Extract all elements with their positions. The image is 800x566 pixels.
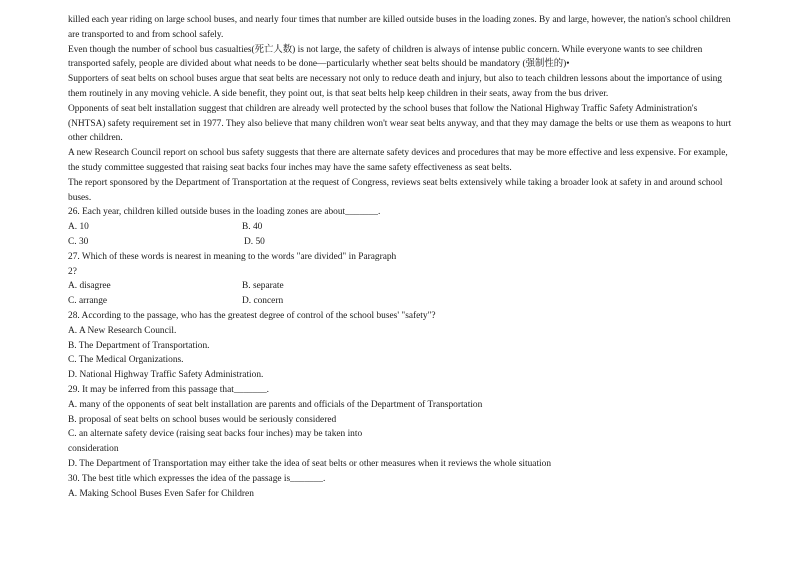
question-26-option-a: A. 10 [68,222,89,233]
question-27-option-d: D. concern [242,296,284,307]
question-29-option-b: B. proposal of seat belts on school buses would be seriously considered [68,414,337,425]
passage-paragraph-1: killed each year riding on large school buses, and nearly four times that number are killed outside buses in the loading zones. By and large, however, the nation's school children are transported to and from school safely. [68,15,731,40]
question-28-option-d: D. National Highway Traffic Safety Administration. [68,370,264,381]
passage-paragraph-4: Opponents of seat belt installation suggest that children are already well protected by the school buses that follow the National Highway Traffic Safety Administration's (NHTSA) safety requirement set in 1977. They also believe that many children won't wear seat belts anyway, and that they may damage the belts or use them as weapons to hurt other children. [68,103,732,144]
question-27-option-c: C. arrange [68,296,108,307]
question-28-option-c: C. The Medical Organizations. [68,355,184,366]
question-28-stem: 28. According to the passage, who has the greatest degree of control of the school buses' "safety"? [68,310,436,321]
question-27-options-row-2 [68,294,734,309]
question-27-option-a: A. disagree [68,281,111,292]
passage-paragraph-6: The report sponsored by the Department of Transportation at the request of Congress, reviews seat belts extensively while taking a broader look at safety in and around school buses. [68,177,723,203]
passage-paragraph-5: A new Research Council report on school bus safety suggests that there are alternate safety devices and procedures that may be more effective and less expensive. For example, the study committee suggested that raising seat backs four inches may have the same safety effectiveness as seat belts. [68,148,728,173]
passage-paragraph-2: Even though the number of school bus casualties(死亡人数) is not large, the safety of children is always of intense public concern. While everyone wants to see children transported safely, people are divided about what needs to be done—particularly whether seat belts should be mandatory (强制性的)• [68,44,703,70]
question-29-option-c-line-1: C. an alternate safety device (raising seat backs four inches) may be taken into [68,429,363,440]
question-27-option-b: B. separate [242,281,284,292]
question-26-options-row-2 [68,235,734,250]
question-26-options-row-1 [68,220,734,235]
question-26-option-c: C. 30 [68,236,89,247]
question-27-options-row-1 [68,279,734,294]
question-28-option-a: A. A New Research Council. [68,325,177,336]
question-26-option-d: D. 50 [244,236,265,247]
question-27-stem-line-1: 27. Which of these words is nearest in meaning to the words "are divided" in Paragraph [68,251,397,262]
question-26-stem: 26. Each year, children killed outside buses in the loading zones are about_______. [68,207,381,218]
question-29-stem: 29. It may be inferred from this passage that_______. [68,384,269,395]
document-page [68,13,734,501]
question-29-option-a: A. many of the opponents of seat belt installation are parents and officials of the Department of Transportation [68,399,483,410]
passage-paragraph-3: Supporters of seat belts on school buses argue that seat belts are necessary not only to reduce death and injury, but also to teach children lessons about the importance of using them routinely in any moving vehicle. A side benefit, they point out, is that seat belts help keep children in their seats, away from the bus driver. [68,74,722,99]
question-27-stem-line-2: 2? [68,266,77,277]
question-26-option-b: B. 40 [242,222,263,233]
question-29-option-d: D. The Department of Transportation may either take the idea of seat belts or other measures when it reviews the whole situation [68,458,552,469]
question-28-option-b: B. The Department of Transportation. [68,340,210,351]
question-29-option-c-line-2: consideration [68,444,119,455]
question-30-option-a: A. Making School Buses Even Safer for Children [68,488,254,499]
question-30-stem: 30. The best title which expresses the idea of the passage is_______. [68,473,326,484]
